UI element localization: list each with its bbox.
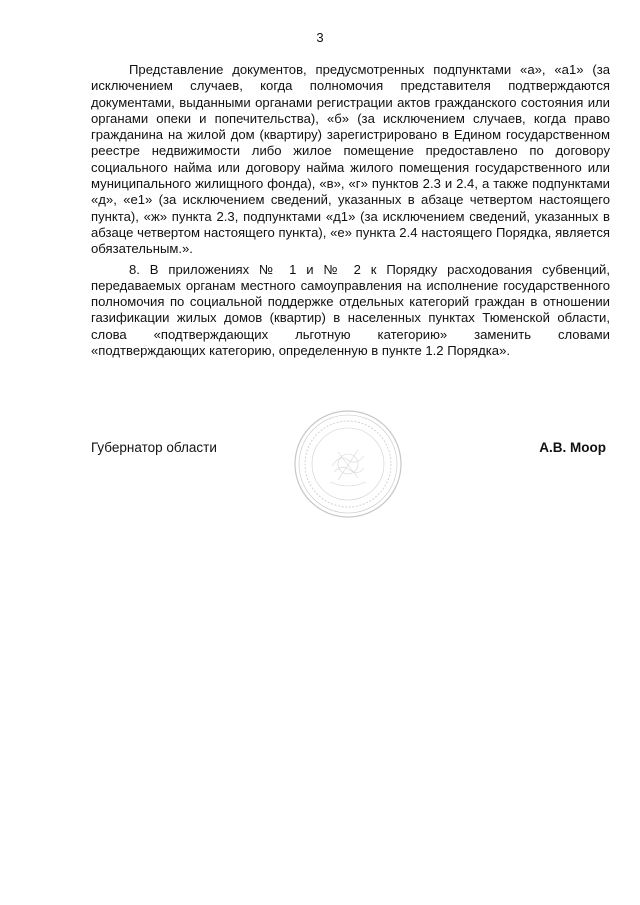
signatory-name: А.В. Моор — [539, 440, 606, 455]
paragraph-documents-submission: Представление документов, предусмотренных подпунктами «а», «а1» (за исключением случаев, когда полномочия представителя подтверждаются документами, выданными органами регистрации актов гражданского состояния или органами опеки и попечительства), «б» (за исключением случаев, когда право гражданина на жилой дом (квартиру) зарегистрировано в Едином государственном реестре недвижимости либо жилое помещение предоставлено по договору социального найма или договору найма жилого помещения государственного или муниципального жилищного фонда), «в», «г» пунктов 2.3 и 2.4, а также подпунктами «д», «е1» (за исключением сведений, указанных в абзаце четвертом настоящего пункта), «ж» пункта 2.3, подпунктами «д1» (за исключением сведений, указанных в абзаце четвертом настоящего пункта), «е» пункта 2.4 настоящего Порядка, является обязательным.». — [91, 62, 610, 257]
paragraph-item-8: 8. В приложениях № 1 и № 2 к Порядку расходования субвенций, передаваемых органам местного самоуправления на исполнение государственного полномочия по социальной поддержке отдельных категорий граждан в отношении газификации жилых домов (квартир) в населенных пунктах Тюменской области, слова «подтверждающих льготную категорию» заменить словами «подтверждающих категорию, определенную в пункте 1.2 Порядка». — [91, 261, 610, 359]
page-number: 3 — [316, 30, 324, 45]
signatory-position: Губернатор области — [91, 440, 217, 455]
official-seal-icon — [292, 408, 404, 520]
document-body — [91, 62, 610, 359]
